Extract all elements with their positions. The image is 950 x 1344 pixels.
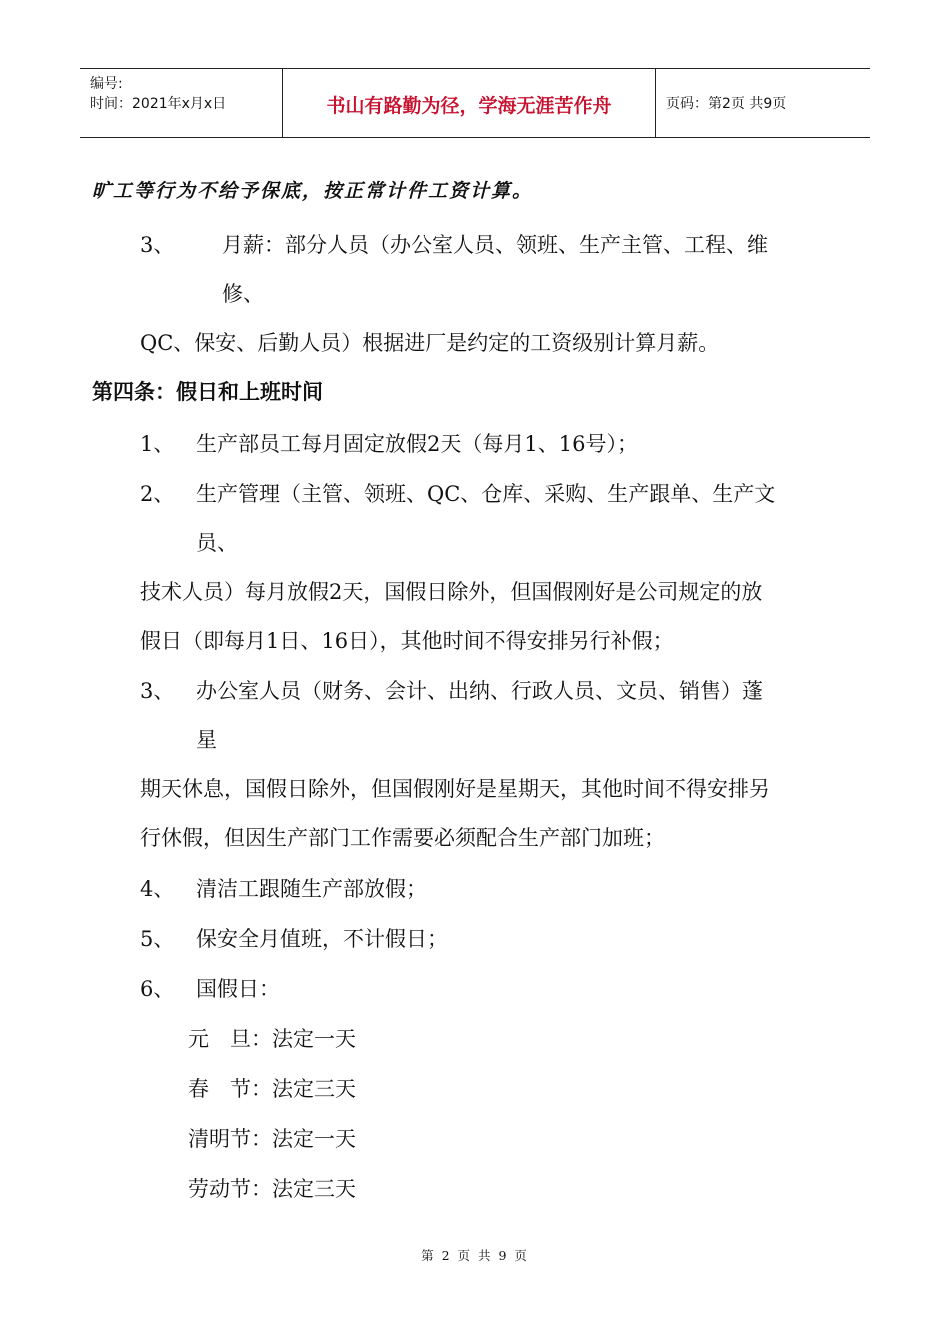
p6-number: 6、	[140, 977, 175, 1001]
holiday-spring-festival: 春 节：法定三天	[188, 1077, 356, 1101]
p1-text: 生产部员工每月固定放假2天（每月1、16号）；	[196, 432, 638, 456]
article4-title: 第四条：假日和上班时间	[92, 380, 323, 404]
p2-line1: 生产管理（主管、领班、QC、仓库、采购、生产跟单、生产文	[196, 482, 776, 506]
item3-line1: 月薪：部分人员（办公室人员、领班、生产主管、工程、维	[222, 233, 768, 257]
document-number-label: 编号:	[90, 76, 123, 92]
holiday-qingming: 清明节：法定一天	[188, 1127, 356, 1151]
p3-number: 3、	[140, 679, 175, 703]
item3-line2: 修、	[222, 282, 264, 306]
header-page-cell	[656, 69, 870, 137]
p4-number: 4、	[140, 877, 175, 901]
p2-number: 2、	[140, 482, 175, 506]
p4-text: 清洁工跟随生产部放假；	[196, 877, 427, 901]
item3-line3: QC、保安、后勤人员）根据进厂是约定的工资级别计算月薪。	[140, 331, 720, 355]
p1-number: 1、	[140, 432, 175, 456]
header-meta-cell	[80, 69, 282, 137]
p3-line4: 行休假，但因生产部门工作需要必须配合生产部门加班；	[140, 826, 665, 850]
document-header	[80, 68, 870, 138]
p3-line3: 期天休息，国假日除外，但国假刚好是星期天，其他时间不得安排另	[140, 777, 770, 801]
header-page-number: 页码：第2页 共9页	[666, 96, 787, 112]
header-motto: 书山有路勤为径，学海无涯苦作舟	[326, 95, 612, 117]
header-motto-cell	[282, 69, 656, 137]
p2-line2: 员、	[196, 531, 238, 555]
p3-line1: 办公室人员（财务、会计、出纳、行政人员、文员、销售）蓬	[196, 679, 763, 703]
p2-line4: 假日（即每月1日、16日），其他时间不得安排另行补假；	[140, 629, 674, 653]
p5-text: 保安全月值班，不计假日；	[196, 927, 448, 951]
p5-number: 5、	[140, 927, 175, 951]
document-date-label: 时间：2021年x月x日	[90, 96, 227, 112]
holiday-labor-day: 劳动节：法定三天	[188, 1177, 356, 1201]
holiday-new-year: 元 旦：法定一天	[188, 1027, 356, 1051]
p2-line3: 技术人员）每月放假2天，国假日除外，但国假刚好是公司规定的放	[140, 580, 763, 604]
page-footer: 第 2 页 共 9 页	[421, 1248, 529, 1263]
p6-text: 国假日：	[196, 977, 280, 1001]
continuation-line: 旷工等行为不给予保底，按正常计件工资计算。	[92, 180, 534, 202]
p3-line2: 星	[196, 728, 217, 752]
item3-number: 3、	[140, 233, 175, 257]
